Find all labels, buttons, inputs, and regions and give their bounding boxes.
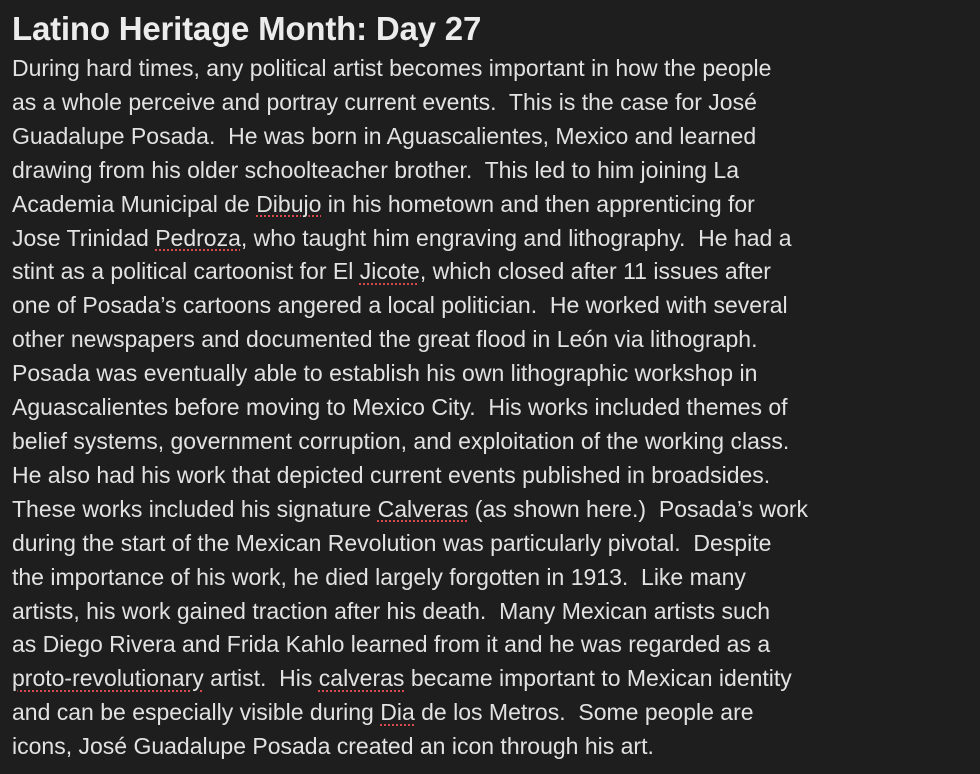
body-line <box>12 561 978 595</box>
text-run: artists, his work gained traction after his death. Many Mexican artists such <box>12 597 771 624</box>
text-run: as a whole perceive and portray current events. This is the case for José <box>12 88 757 115</box>
body-line <box>12 154 978 188</box>
text-run: He also had his work that depicted current events published in broadsides. <box>12 461 771 488</box>
body-line <box>12 289 978 323</box>
text-run: stint as a political cartoonist for El <box>12 258 360 285</box>
text-run: drawing from his older schoolteacher brother. This led to him joining La <box>12 156 740 183</box>
body-line <box>12 459 978 493</box>
text-run: in his hometown and then apprenticing for <box>321 190 755 217</box>
text-run: Jose Trinidad <box>12 224 156 251</box>
body-line <box>12 120 978 154</box>
body-line <box>12 493 978 527</box>
body-line <box>12 357 978 391</box>
text-run: Posada was eventually able to establish his own lithographic workshop in <box>12 360 758 387</box>
misspelled-word[interactable]: proto-revolutionary <box>12 665 204 692</box>
text-run: Academia Municipal de <box>12 190 257 217</box>
text-run: the importance of his work, he died largely forgotten in 1913. Like many <box>12 563 746 590</box>
body-line <box>12 255 978 289</box>
text-run: During hard times, any political artist becomes important in how the people <box>12 55 772 81</box>
text-run: belief systems, government corruption, and exploitation of the working class. <box>12 427 790 454</box>
body-line <box>12 628 978 662</box>
text-run: one of Posada’s cartoons angered a local politician. He worked with several <box>12 292 788 319</box>
misspelled-word[interactable]: Pedroza <box>155 224 241 251</box>
text-run: during the start of the Mexican Revolution was particularly pivotal. Despite <box>12 529 772 556</box>
body-line <box>12 86 978 120</box>
text-run: , who taught him engraving and lithography. He had a <box>240 224 792 251</box>
note-editor[interactable] <box>12 6 978 764</box>
misspelled-word[interactable]: Dibujo <box>256 190 322 217</box>
body-line <box>12 425 978 459</box>
body-line <box>12 696 978 730</box>
text-run: , which closed after 11 issues after <box>419 258 771 285</box>
text-run: de los Metros. Some people are <box>414 699 754 726</box>
text-run: Guadalupe Posada. He was born in Aguascalientes, Mexico and learned <box>12 122 757 149</box>
text-run: as Diego Rivera and Frida Kahlo learned from it and he was regarded as a <box>12 631 771 658</box>
text-run: other newspapers and documented the great flood in León via lithograph. <box>12 326 758 353</box>
body-line <box>12 188 978 222</box>
text-run: These works included his signature <box>12 495 378 522</box>
text-run: and can be especially visible during <box>12 699 381 726</box>
text-run: artist. His <box>203 665 319 692</box>
misspelled-word[interactable]: Dia <box>380 699 415 726</box>
body-line <box>12 730 978 764</box>
text-run: icons, José Guadalupe Posada created an icon through his art. <box>12 733 654 760</box>
text-run: became important to Mexican identity <box>404 665 792 692</box>
note-body[interactable] <box>12 52 978 764</box>
body-line <box>12 595 978 629</box>
misspelled-word[interactable]: Jicote <box>359 258 420 285</box>
body-line <box>12 323 978 357</box>
body-line <box>12 52 978 86</box>
body-line <box>12 527 978 561</box>
body-line <box>12 391 978 425</box>
text-run: Aguascalientes before moving to Mexico City. His works included themes of <box>12 394 788 421</box>
text-run: (as shown here.) Posada’s work <box>468 495 809 522</box>
misspelled-word[interactable]: Calveras <box>377 495 469 522</box>
note-title[interactable]: Latino Heritage Month: Day 27 <box>12 10 482 47</box>
misspelled-word[interactable]: calveras <box>318 665 405 692</box>
body-line <box>12 662 978 696</box>
body-line <box>12 222 978 256</box>
